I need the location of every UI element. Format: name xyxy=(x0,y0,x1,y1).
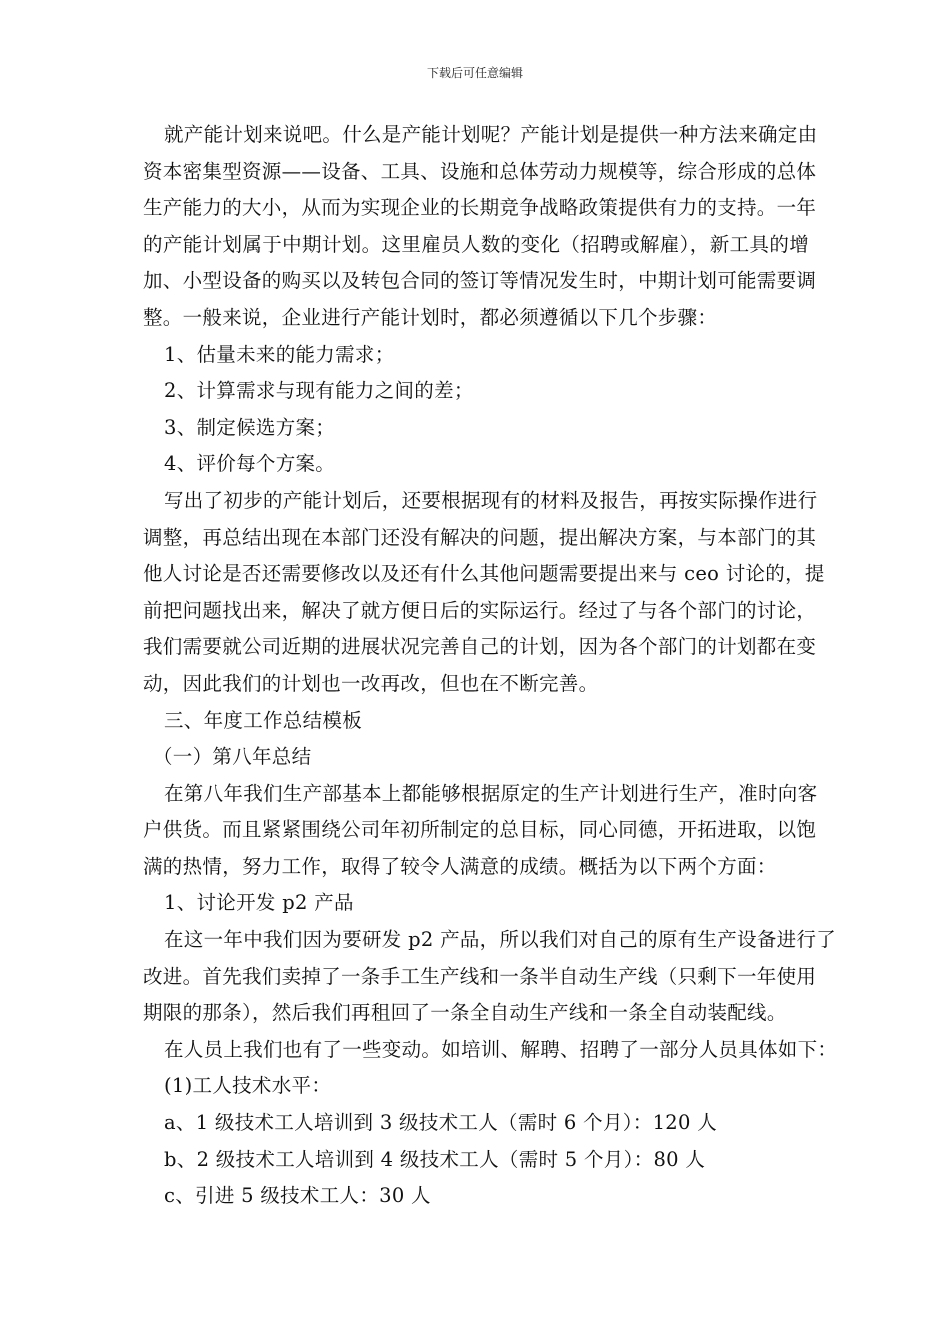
text-line: 就产能计划来说吧。什么是产能计划呢？产能计划是提供一种方法来确定由 xyxy=(164,123,818,146)
text-line: 的产能计划属于中期计划。这里雇员人数的变化（招聘或解雇），新工具的增 xyxy=(143,232,809,256)
text-line: 他人讨论是否还需要修改以及还有什么其他问题需要提出来与 ceo 讨论的，提 xyxy=(143,562,825,586)
page-header: 下载后可任意编辑 xyxy=(426,66,523,80)
text-line: 加、小型设备的购买以及转包合同的签订等情况发生时，中期计划可能需要调 xyxy=(143,269,817,293)
text-line: （一）第八年总结 xyxy=(153,745,312,769)
text-line: 1、讨论开发 p2 产品 xyxy=(164,891,354,915)
text-line: 写出了初步的产能计划后，还要根据现有的材料及报告，再按实际操作进行 xyxy=(164,488,818,512)
text-line: 前把问题找出来，解决了就方便日后的实际运行。经过了与各个部门的讨论， xyxy=(143,598,817,622)
text-line: 2、计算需求与现有能力之间的差； xyxy=(164,379,474,403)
text-line: 在这一年中我们因为要研发 p2 产品，所以我们对自己的原有生产设备进行了 xyxy=(164,928,837,952)
text-line: 满的热情，努力工作，取得了较令人满意的成绩。概括为以下两个方面： xyxy=(143,854,777,878)
text-line: 整。一般来说，企业进行产能计划时，都必须遵循以下几个步骤： xyxy=(143,305,718,329)
text-line: c、引进 5 级技术工人：30 人 xyxy=(164,1184,431,1208)
text-line: 期限的那条），然后我们再租回了一条全自动生产线和一条全自动装配线。 xyxy=(143,1001,787,1025)
text-line: a、1 级技术工人培训到 3 级技术工人（需时 6 个月）：120 人 xyxy=(164,1111,718,1135)
text-line: b、2 级技术工人培训到 4 级技术工人（需时 5 个月）：80 人 xyxy=(164,1147,706,1171)
text-line: 在第八年我们生产部基本上都能够根据原定的生产计划进行生产，准时向客 xyxy=(164,781,818,805)
text-line: 三、年度工作总结模板 xyxy=(164,708,363,732)
text-line: 生产能力的大小，从而为实现企业的长期竞争战略政策提供有力的支持。一年 xyxy=(143,196,817,220)
text-line: 3、制定候选方案； xyxy=(164,415,336,439)
text-line: 改进。首先我们卖掉了一条手工生产线和一条半自动生产线（只剩下一年使用 xyxy=(143,964,817,988)
text-line: 1、估量未来的能力需求； xyxy=(164,342,395,366)
text-line: 在人员上我们也有了一些变动。如培训、解聘、招聘了一部分人员具体如下： xyxy=(164,1037,838,1061)
text-line: 动，因此我们的计划也一改再改，但也在不断完善。 xyxy=(143,671,599,695)
text-line: 我们需要就公司近期的进展状况完善自己的计划，因为各个部门的计划都在变 xyxy=(143,635,817,659)
text-line: 户供货。而且紧紧围绕公司年初所制定的总目标，同心同德，开拓进取，以饱 xyxy=(143,818,817,842)
text-line: 4、评价每个方案。 xyxy=(164,452,336,476)
text-line: (1)工人技术水平： xyxy=(164,1074,332,1098)
document-body xyxy=(143,117,838,1215)
text-line: 调整，再总结出现在本部门还没有解决的问题，提出解决方案，与本部门的其 xyxy=(143,525,817,549)
text-line: 资本密集型资源——设备、工具、设施和总体劳动力规模等，综合形成的总体 xyxy=(143,159,817,183)
